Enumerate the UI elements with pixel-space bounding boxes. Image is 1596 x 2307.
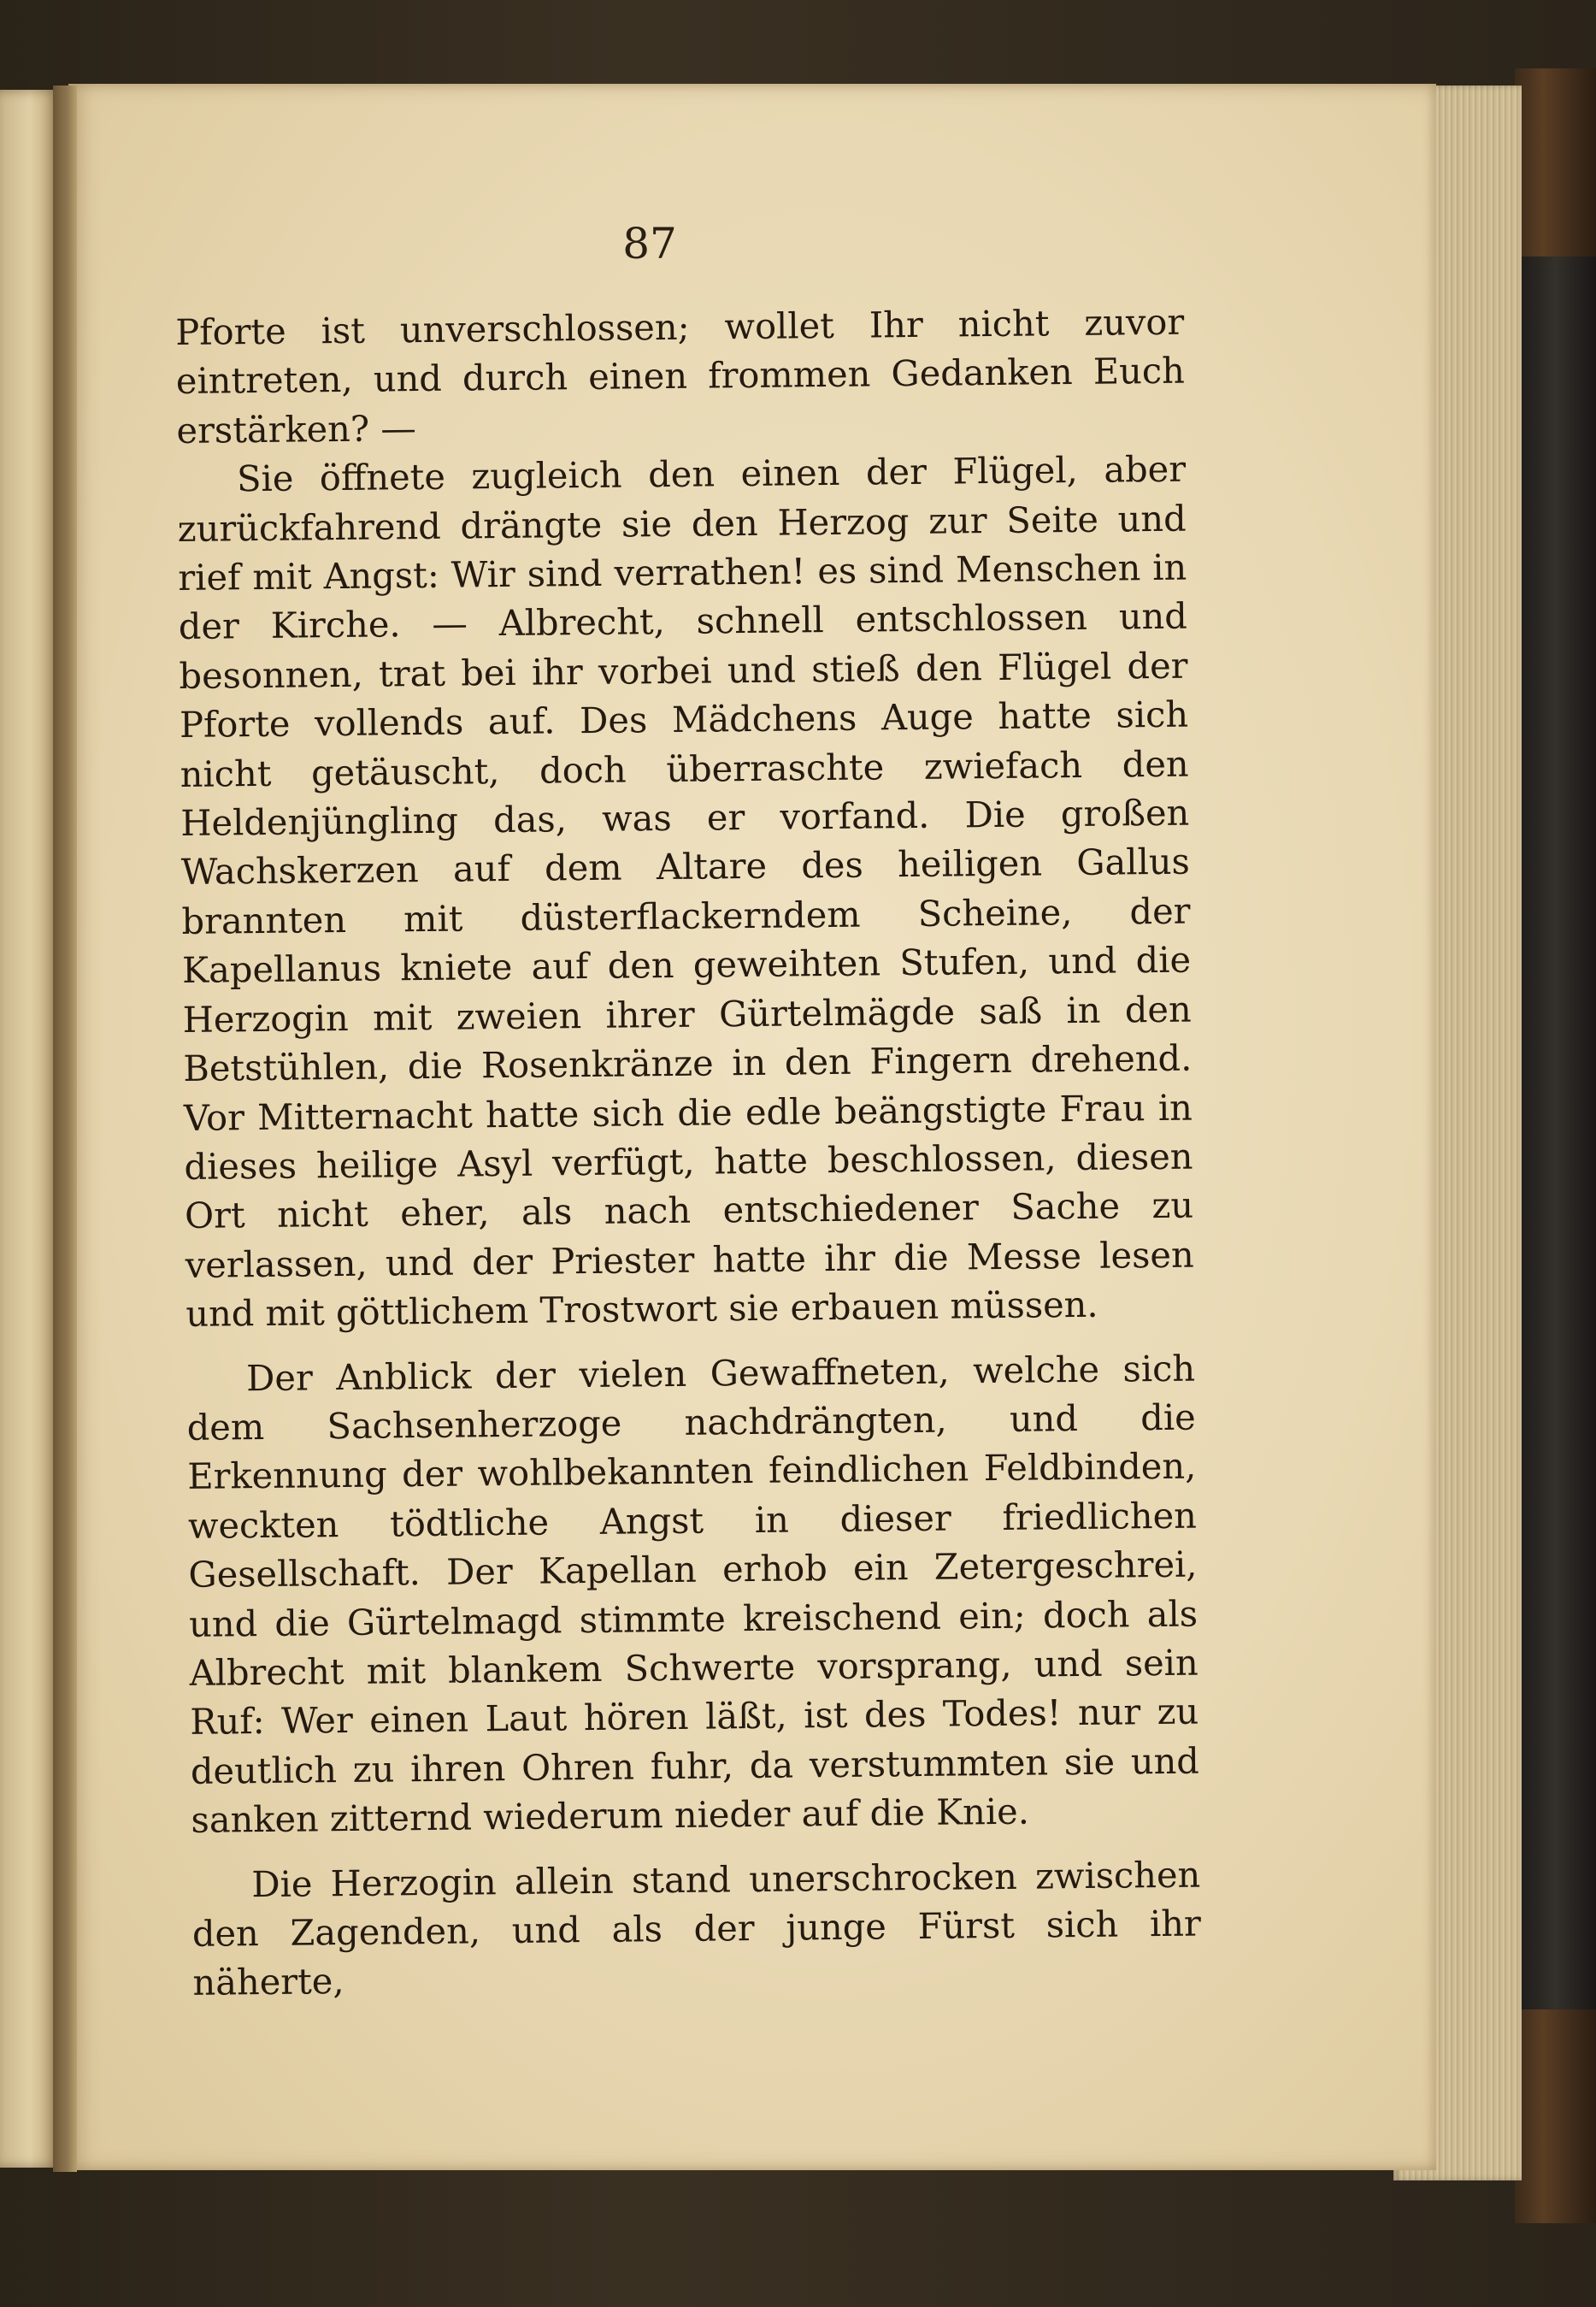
paragraph: Die Herzogin allein stand unerschrocken zwischen den Zagenden, und als der junge Fürst sich ihr näherte,: [191, 1853, 1202, 2004]
page-number: 87: [622, 219, 677, 268]
cover-spine-band: [1515, 257, 1596, 2009]
paragraph: Der Anblick der vielen Gewaffneten, welche sich dem Sachsenherzoge nachdrängten, und die Erkennung der wohlbekannten feindlichen Feldbinden, weckten tödtliche Angst in dieser friedlichen Gesellschaft. Der Kapellan erhob ein Zetergeschrei, und die Gürtelmagd stimmte kreischend ein; doch als Albrecht mit blankem Schwerte vorsprang, und sein Ruf: Wer einen Laut hören läßt, ist des Todes! nur zu deutlich zu ihren Ohren fuhr, da verstummten sie und sanken zitternd wiederum nieder auf die Knie.: [186, 1347, 1200, 1842]
paragraph: Pforte ist unverschlossen; wollet Ihr nicht zuvor eintreten, und durch einen frommen Gedanken Euch erstärken? —: [175, 300, 1186, 451]
page-gutter: [53, 86, 77, 2172]
facing-page: [0, 90, 60, 2168]
page-text: [175, 298, 1202, 2008]
paragraph: Sie öffnete zugleich den einen der Flügel, aber zurückfahrend drängte sie den Herzog zur Seite und rief mit Angst: Wir sind verrathen! es sind Menschen in der Kirche. — Albrecht, schnell entschlossen und besonnen, trat bei ihr vorbei und stieß den Flügel der Pforte vollends auf. Des Mädchens Auge hatte sich nicht getäuscht, doch überraschte zwiefach den Heldenjüngling das, was er vorfand. Die großen Wachskerzen auf dem Altare des heiligen Gallus brannten mit düsterflackerndem Scheine, der Kapellanus kniete auf den geweihten Stufen, und die Herzogin mit zweien ihrer Gürtelmägde saß in den Betstühlen, die Rosenkränze in den Fingern drehend. Vor Mitternacht hatte sich die edle beängstigte Frau in dieses heilige Asyl verfügt, hatte beschlossen, diesen Ort nicht eher, als nach entschiedener Sache zu verlassen, und der Priester hatte ihr die Messe lesen und mit göttlichem Trostwort sie erbauen müssen.: [177, 447, 1194, 1336]
